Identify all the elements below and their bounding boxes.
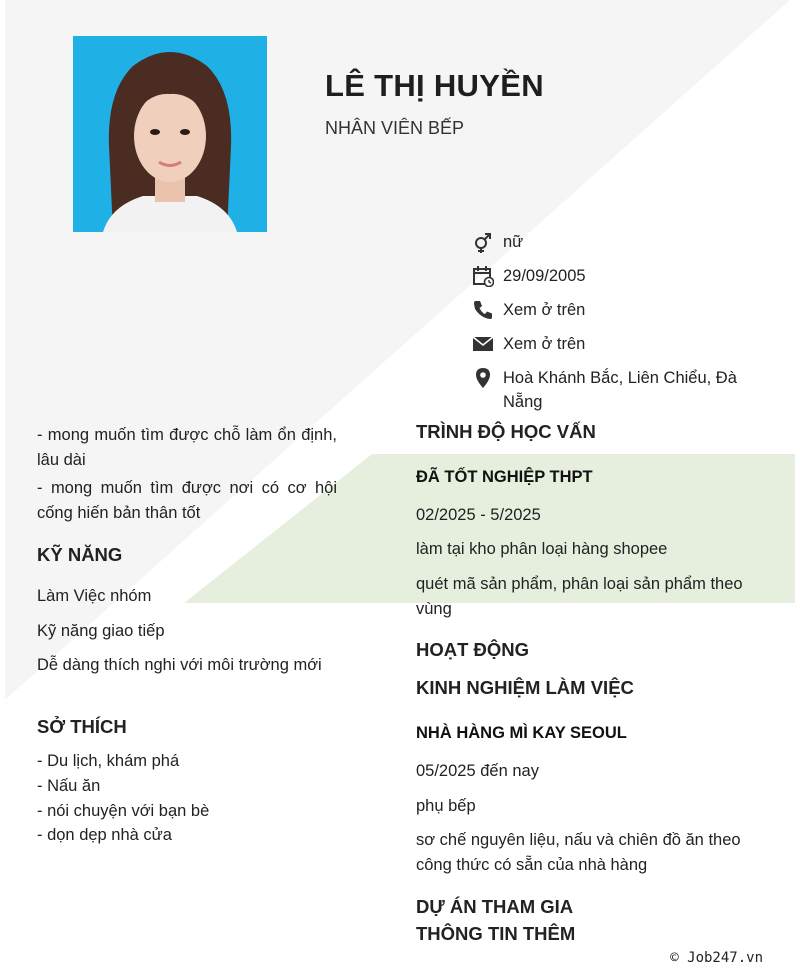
address-line-2: Nẵng: [503, 393, 543, 411]
address-value: [503, 366, 737, 414]
education-detail: làm tại kho phân loại hàng shopee: [416, 540, 668, 558]
education-period: 02/2025 - 5/2025: [416, 506, 541, 524]
phone-value: Xem ở trên: [503, 301, 586, 319]
footer-copyright: © Job247.vn: [670, 950, 763, 966]
calendar-icon: [472, 265, 494, 287]
objective-item: - mong muốn tìm được chỗ làm ổn định, lâu dài: [37, 426, 337, 469]
gender-row: [472, 230, 772, 254]
gender-value: nữ: [503, 233, 524, 251]
education-degree: ĐÃ TỐT NGHIỆP THPT: [416, 468, 593, 486]
contact-info: [472, 230, 772, 424]
experience-description: sơ chế nguyên liệu, nấu và chiên đồ ăn theo công thức có sẵn của nhà hàng: [416, 831, 741, 874]
email-row: [472, 332, 772, 356]
activities-title: HOẠT ĐỘNG: [416, 639, 530, 660]
envelope-icon: [472, 333, 494, 355]
experience-period: 05/2025 đến nay: [416, 762, 539, 780]
address-line-1: Hoà Khánh Bắc, Liên Chiểu, Đà: [503, 369, 737, 387]
hobby-item: - nói chuyện với bạn bè: [37, 801, 210, 820]
phone-row: [472, 298, 772, 322]
email-value: Xem ở trên: [503, 335, 586, 353]
experience-title: KINH NGHIỆM LÀM VIỆC: [416, 677, 634, 698]
experience-position: phụ bếp: [416, 797, 476, 815]
hobby-item: - Du lịch, khám phá: [37, 752, 180, 770]
education-detail: quét mã sản phẩm, phân loại sản phẩm theo vùng: [416, 575, 743, 618]
profile-photo: [73, 36, 267, 232]
phone-icon: [472, 299, 494, 321]
skill-item: Kỹ năng giao tiếp: [37, 622, 165, 640]
location-pin-icon: [472, 367, 494, 389]
skills-title: KỸ NĂNG: [37, 544, 123, 565]
additional-info-title: THÔNG TIN THÊM: [416, 923, 576, 944]
hobbies-title: SỞ THÍCH: [37, 716, 127, 737]
projects-title: DỰ ÁN THAM GIA: [416, 896, 574, 917]
gender-icon: [472, 231, 494, 253]
hobbies-list: [37, 749, 209, 848]
job-title: NHÂN VIÊN BẾP: [325, 118, 465, 138]
skill-item: Làm Việc nhóm: [37, 587, 152, 605]
skill-item: Dễ dàng thích nghi với môi trường mới: [37, 656, 322, 674]
hobby-item: - dọn dẹp nhà cửa: [37, 826, 172, 845]
dob-value: 29/09/2005: [503, 267, 586, 285]
left-column: [37, 423, 337, 529]
experience-company: NHÀ HÀNG MÌ KAY SEOUL: [416, 724, 627, 742]
objective-item: - mong muốn tìm được nơi có cơ hội cống hiến bản thân tốt: [37, 479, 337, 522]
education-title: TRÌNH ĐỘ HỌC VẤN: [416, 421, 596, 442]
dob-row: [472, 264, 772, 288]
address-row: [472, 366, 772, 414]
hobby-item: - Nấu ăn: [37, 776, 101, 795]
candidate-name: LÊ THỊ HUYỀN: [325, 68, 544, 103]
